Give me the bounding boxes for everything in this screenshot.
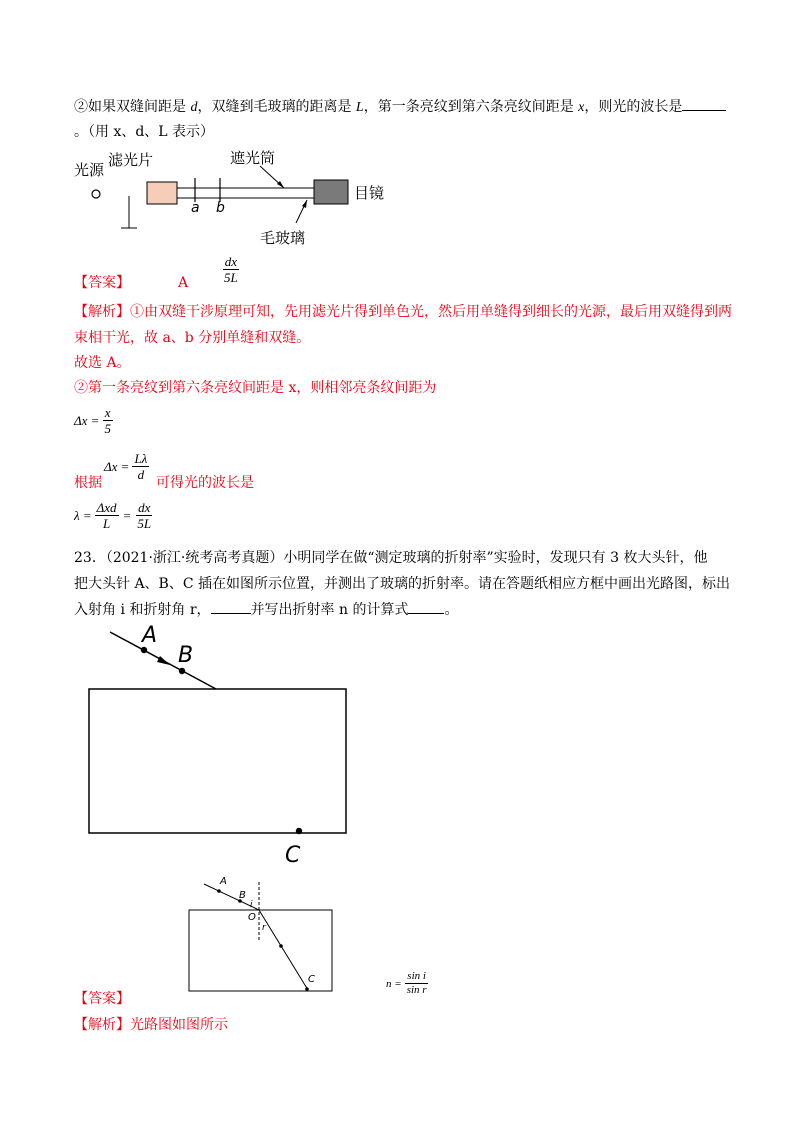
numerator: Δxd xyxy=(96,500,117,515)
double-slit-apparatus-figure xyxy=(74,148,394,248)
light-path-solution-figure xyxy=(186,866,336,998)
answer-blank xyxy=(682,96,726,111)
analysis-1-line3: 故选 A。 xyxy=(74,355,131,371)
numerator: x xyxy=(104,405,111,420)
question-22-part2-line2: 。（用 x、d、L 表示） xyxy=(74,124,215,140)
label-C: C xyxy=(285,843,301,868)
denominator: L xyxy=(102,516,111,531)
text: 并写出折射率 n 的计算式 xyxy=(250,602,409,618)
light-source-label: 光源 xyxy=(74,161,105,179)
text: ①由双缝干涉原理可知，先用滤光片得到单色光，然后用单缝得到细长的光源，最后用双缝得到两 xyxy=(130,304,732,320)
var-L: L xyxy=(355,100,364,115)
answer-1-choice: A xyxy=(178,275,189,291)
glass-block-figure xyxy=(80,618,380,878)
question-23-line1: 23．（2021·浙江·统考高考真题）小明同学在做“测定玻璃的折射率”实验时，发现只有 3 枚大头针，他 xyxy=(74,550,708,566)
numerator: dx xyxy=(224,254,237,269)
label-a: a xyxy=(191,200,200,216)
var-d: d xyxy=(190,100,198,115)
pin-a xyxy=(217,889,221,893)
question-23-line3 xyxy=(74,599,458,620)
label-r: r xyxy=(262,923,266,933)
tube-label: 遮光筒 xyxy=(230,149,276,167)
numerator: Lλ xyxy=(134,451,148,466)
denominator: 5L xyxy=(137,516,152,531)
refracted-ray xyxy=(259,910,308,990)
n-lhs: n = xyxy=(386,977,402,990)
refractive-index-formula xyxy=(386,970,429,997)
glass-block xyxy=(89,689,346,833)
question-23-line2: 把大头针 A、B、C 插在如图所示位置，并测出了玻璃的折射率。请在答题纸相应方框中画出光路图，标出 xyxy=(74,576,731,592)
eq-lhs: Δx = xyxy=(74,412,100,428)
direction-dot xyxy=(279,944,283,948)
analysis-tag: 【解析】 xyxy=(74,1017,130,1033)
label-O: O xyxy=(248,912,256,923)
fraction xyxy=(132,451,149,482)
text: ，则光的波长是 xyxy=(584,99,683,115)
denominator: d xyxy=(137,467,145,482)
label-A: A xyxy=(142,623,158,648)
ray-arrow xyxy=(157,656,170,665)
eq2-prefix: 根据 xyxy=(74,475,102,491)
denominator: 5L xyxy=(224,270,238,285)
filter-label: 滤光片 xyxy=(108,151,154,169)
fraction xyxy=(405,970,429,997)
pin-c xyxy=(296,828,302,834)
label-B: B xyxy=(178,643,194,668)
analysis-1-line1 xyxy=(74,302,732,322)
label-B: B xyxy=(239,890,246,901)
answer-2-tag: 【答案】 xyxy=(74,991,130,1007)
answer-1-tag: 【答案】 xyxy=(74,275,130,291)
text: ，第一条亮纹到第六条亮纹间距是 xyxy=(363,99,579,115)
label-b: b xyxy=(216,200,225,216)
analysis-2-line xyxy=(74,1015,228,1035)
pin-b xyxy=(179,668,185,674)
fraction xyxy=(222,254,240,285)
pin-c xyxy=(305,987,309,991)
label-A: A xyxy=(220,876,227,887)
fraction xyxy=(95,500,119,531)
label-C: C xyxy=(308,974,315,985)
answer-blank-1 xyxy=(211,599,251,614)
numerator: sin i xyxy=(407,970,426,982)
question-22-part2-line1 xyxy=(74,96,726,118)
eq2-suffix: 可得光的波长是 xyxy=(156,475,254,491)
text: ②如果双缝间距是 xyxy=(74,99,191,115)
eyepiece-block xyxy=(314,180,348,204)
text: 。 xyxy=(444,602,459,618)
text: 光路图如图所示 xyxy=(130,1017,228,1033)
equation-3 xyxy=(74,500,153,531)
equals: = xyxy=(122,507,132,523)
answer-1-formula xyxy=(222,254,240,285)
fraction xyxy=(135,500,153,531)
equation-2 xyxy=(104,451,149,482)
equation-1 xyxy=(74,405,113,436)
light-source-icon xyxy=(92,190,100,198)
var-x: x xyxy=(578,100,585,115)
analysis-1-line4: ②第一条亮纹到第六条亮纹间距是 x，则相邻亮条纹间距为 xyxy=(74,380,437,396)
analysis-tag: 【解析】 xyxy=(74,304,130,320)
eq-lhs: λ = xyxy=(74,507,92,523)
numerator: dx xyxy=(138,500,151,515)
answer-blank-2 xyxy=(408,599,444,614)
ground-glass-label: 毛玻璃 xyxy=(260,229,306,247)
eyepiece-label: 目镜 xyxy=(354,184,385,202)
filter-block xyxy=(147,182,177,204)
analysis-1-line2: 束相干光，故 a、b 分别单缝和双缝。 xyxy=(74,330,311,346)
eq-lhs: Δx = xyxy=(104,458,130,474)
denominator: 5 xyxy=(104,421,111,436)
denominator: sin r xyxy=(406,984,427,996)
fraction xyxy=(102,405,113,436)
text: 入射角 i 和折射角 r， xyxy=(74,602,211,618)
text: ，双缝到毛玻璃的距离是 xyxy=(197,99,356,115)
glass-pointer-arrow xyxy=(302,200,307,208)
label-i: i xyxy=(250,900,253,910)
